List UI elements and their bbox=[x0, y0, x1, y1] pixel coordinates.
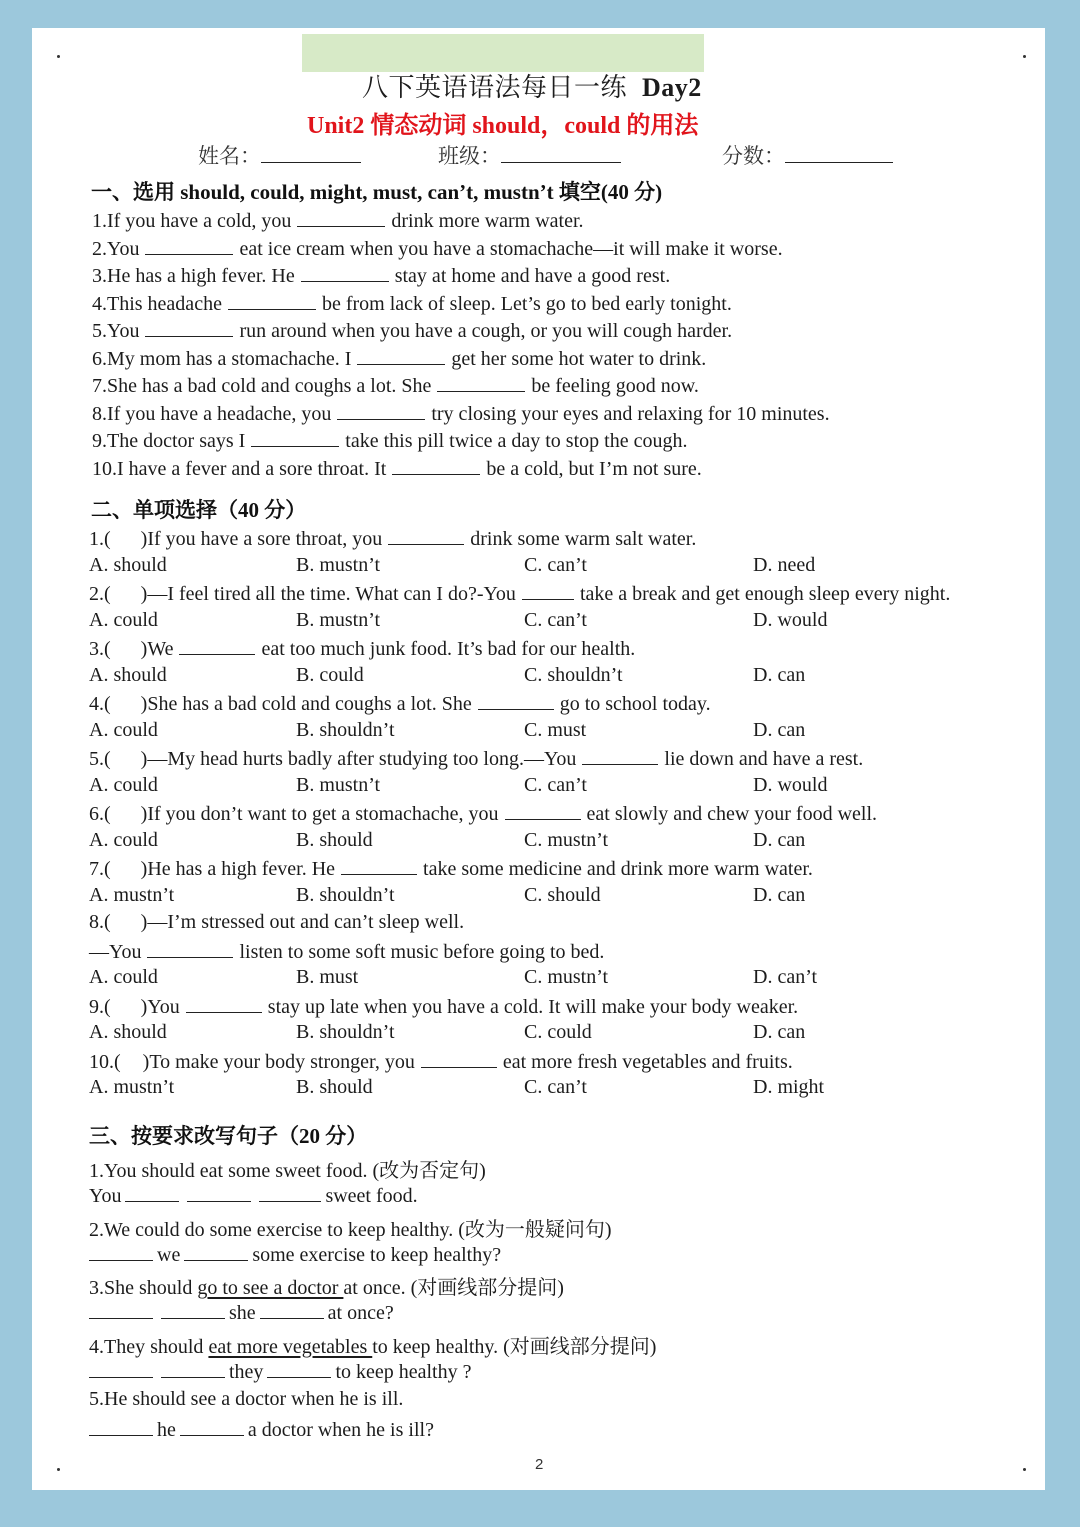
question-text: be feeling good now. bbox=[531, 375, 699, 397]
choice-option[interactable]: D. can bbox=[753, 718, 806, 741]
question-text: 1.If you have a cold, you bbox=[92, 210, 292, 232]
choice-question bbox=[89, 746, 863, 771]
choice-option[interactable]: B. shouldn’t bbox=[296, 1021, 395, 1043]
section2-heading: 二、单项选择（40 分） bbox=[91, 498, 307, 522]
answer-blank[interactable] bbox=[89, 1300, 153, 1319]
section1-heading: 一、选用 should, could, might, must, can’t, mustn’t 填空(40 分) bbox=[91, 180, 663, 204]
rewrite-answer-line bbox=[89, 1300, 394, 1325]
answer-blank[interactable] bbox=[147, 939, 233, 958]
choice-option[interactable]: A. should bbox=[89, 1021, 167, 1043]
question-number: 1.( bbox=[89, 528, 111, 550]
answer-blank[interactable] bbox=[180, 1417, 244, 1436]
question-text: 5.He should see a doctor when he is ill. bbox=[89, 1388, 404, 1410]
answer-text: You bbox=[89, 1185, 122, 1207]
section3-heading: 三、按要求改写句子（20 分） bbox=[89, 1124, 368, 1148]
name-blank[interactable] bbox=[261, 161, 361, 163]
answer-blank[interactable] bbox=[228, 291, 316, 310]
answer-text: a doctor when he is ill? bbox=[247, 1419, 434, 1441]
question-number: 8.( bbox=[89, 911, 111, 933]
class-label: 班级： bbox=[438, 144, 501, 168]
choice-question bbox=[89, 636, 635, 661]
question-text: )You bbox=[140, 995, 180, 1018]
question-text: stay at home and have a good rest. bbox=[394, 265, 671, 287]
rewrite-question bbox=[89, 1213, 612, 1242]
choice-option[interactable]: B. shouldn’t bbox=[296, 718, 395, 741]
answer-blank[interactable] bbox=[260, 1300, 324, 1319]
answer-blank[interactable] bbox=[259, 1183, 321, 1202]
choice-option[interactable]: A. could bbox=[89, 608, 158, 631]
fill-question bbox=[92, 428, 687, 453]
rewrite-answer-line bbox=[89, 1359, 472, 1384]
question-text: drink some warm salt water. bbox=[470, 528, 697, 550]
question-text: listen to some soft music before going to bed. bbox=[239, 940, 605, 963]
question-text: try closing your eyes and relaxing for 10 minutes. bbox=[431, 402, 830, 425]
question-text: take this pill twice a day to stop the cough. bbox=[345, 430, 688, 452]
question-text: 2.We could do some exercise to keep healthy. (改为一般疑问句) bbox=[89, 1218, 612, 1241]
choice-option[interactable]: B. could bbox=[296, 663, 364, 686]
answer-blank[interactable] bbox=[392, 456, 480, 475]
question-number: 7.( bbox=[89, 858, 111, 880]
answer-blank[interactable] bbox=[478, 691, 554, 710]
question-text: drink more warm water. bbox=[391, 210, 584, 232]
choice-question bbox=[89, 994, 798, 1019]
choice-option[interactable]: D. can bbox=[753, 663, 806, 686]
question-text: )She has a bad cold and coughs a lot. She bbox=[140, 693, 472, 715]
choice-option[interactable]: B. mustn’t bbox=[296, 553, 381, 576]
choice-option[interactable]: A. could bbox=[89, 718, 158, 741]
score-blank[interactable] bbox=[785, 161, 893, 163]
answer-blank[interactable] bbox=[89, 1417, 153, 1436]
choice-option[interactable]: C. can’t bbox=[524, 608, 587, 631]
choice-option[interactable]: B. mustn’t bbox=[296, 608, 381, 631]
choice-option[interactable]: B. should bbox=[296, 1076, 373, 1098]
fill-question bbox=[92, 291, 732, 316]
answer-blank[interactable] bbox=[341, 856, 417, 875]
rewrite-answer-line bbox=[89, 1242, 501, 1267]
question-text: at once. (对画线部分提问) bbox=[343, 1277, 564, 1299]
question-text: )—I’m stressed out and can’t sleep well. bbox=[140, 911, 465, 933]
question-text: )He has a high fever. He bbox=[140, 858, 336, 880]
answer-blank[interactable] bbox=[179, 636, 255, 655]
question-text: )To make your body stronger, you bbox=[142, 1050, 415, 1073]
choice-question bbox=[89, 526, 696, 551]
answer-blank[interactable] bbox=[145, 236, 233, 255]
fill-question bbox=[92, 208, 584, 233]
corner-dot bbox=[57, 1468, 60, 1471]
question-number: 9.( bbox=[89, 995, 111, 1018]
choice-option[interactable]: C. mustn’t bbox=[524, 966, 609, 988]
answer-blank[interactable] bbox=[187, 1183, 251, 1202]
rewrite-question bbox=[89, 1154, 486, 1183]
answer-blank[interactable] bbox=[421, 1049, 497, 1068]
answer-text: we bbox=[157, 1243, 181, 1266]
underlined-part: go to see a doctor bbox=[197, 1277, 344, 1299]
question-number: 5.( bbox=[89, 748, 111, 770]
answer-blank[interactable] bbox=[125, 1183, 179, 1202]
question-number: 10.( bbox=[89, 1050, 121, 1073]
answer-blank[interactable] bbox=[437, 373, 525, 392]
choice-option[interactable]: A. could bbox=[89, 828, 158, 851]
choice-question-cont bbox=[89, 939, 604, 964]
choice-option[interactable]: C. can’t bbox=[524, 1076, 587, 1098]
choice-option[interactable]: D. can bbox=[753, 1021, 806, 1043]
question-text: 8.If you have a headache, you bbox=[92, 402, 332, 425]
fill-question bbox=[92, 456, 702, 481]
corner-dot bbox=[1023, 1468, 1026, 1471]
choice-question bbox=[89, 1049, 793, 1074]
choice-option[interactable]: A. should bbox=[89, 663, 167, 686]
choice-question bbox=[89, 801, 877, 826]
question-text: eat slowly and chew your food well. bbox=[586, 803, 878, 825]
choice-question bbox=[89, 911, 464, 934]
answer-blank[interactable] bbox=[582, 746, 658, 765]
choice-option[interactable]: C. mustn’t bbox=[524, 828, 609, 851]
question-text: to keep healthy. (对画线部分提问) bbox=[372, 1335, 657, 1358]
answer-blank[interactable] bbox=[505, 801, 581, 820]
corner-dot bbox=[1023, 55, 1026, 58]
choice-option[interactable]: C. can’t bbox=[524, 553, 587, 576]
name-label: 姓名： bbox=[198, 144, 261, 168]
question-text: 2.You bbox=[92, 237, 140, 260]
choice-option[interactable]: B. mustn’t bbox=[296, 773, 381, 796]
fill-question bbox=[92, 318, 732, 343]
underlined-part: eat more vegetables bbox=[208, 1335, 373, 1358]
answer-text: sweet food. bbox=[325, 1185, 418, 1207]
fill-question bbox=[92, 401, 830, 426]
question-text: 6.My mom has a stomachache. I bbox=[92, 347, 352, 370]
choice-option[interactable]: C. must bbox=[524, 718, 587, 741]
answer-blank[interactable] bbox=[388, 526, 464, 545]
choice-option[interactable]: D. need bbox=[753, 553, 816, 576]
fill-question bbox=[92, 263, 670, 288]
question-text: take some medicine and drink more warm water. bbox=[423, 858, 813, 880]
choice-option[interactable]: D. might bbox=[753, 1076, 825, 1098]
answer-blank[interactable] bbox=[184, 1242, 248, 1261]
fill-question bbox=[92, 373, 699, 398]
answer-text: some exercise to keep healthy? bbox=[252, 1243, 502, 1266]
choice-option[interactable]: A. could bbox=[89, 966, 158, 988]
question-text: eat ice cream when you have a stomachache—it will make it worse. bbox=[239, 237, 783, 260]
answer-text: he bbox=[157, 1419, 176, 1441]
question-text: 7.She has a bad cold and coughs a lot. She bbox=[92, 375, 432, 397]
choice-option[interactable]: D. would bbox=[753, 773, 828, 796]
question-text: )If you don’t want to get a stomachache, you bbox=[140, 803, 499, 825]
choice-question bbox=[89, 691, 711, 716]
question-number: 4.( bbox=[89, 693, 111, 715]
answer-blank[interactable] bbox=[161, 1359, 225, 1378]
page-number: 2 bbox=[535, 1456, 544, 1473]
choice-option[interactable]: C. can’t bbox=[524, 773, 587, 796]
choice-option[interactable]: C. should bbox=[524, 883, 601, 906]
question-number: 3.( bbox=[89, 638, 111, 660]
answer-blank[interactable] bbox=[337, 401, 425, 420]
question-text: be from lack of sleep. Let’s go to bed early tonight. bbox=[321, 292, 732, 315]
fill-question bbox=[92, 236, 783, 261]
answer-blank[interactable] bbox=[267, 1359, 331, 1378]
question-text: be a cold, but I’m not sure. bbox=[486, 457, 702, 480]
answer-blank[interactable] bbox=[297, 208, 385, 227]
choice-question bbox=[89, 581, 950, 606]
title-text: 八下英语语法每日一练 bbox=[362, 73, 628, 102]
question-text: run around when you have a cough, or you will cough harder. bbox=[239, 320, 733, 342]
rewrite-question bbox=[89, 1271, 564, 1300]
rewrite-answer-line bbox=[89, 1417, 434, 1442]
question-text: 4.They should bbox=[89, 1335, 209, 1358]
choice-option[interactable]: A. should bbox=[89, 553, 167, 576]
question-text: eat too much junk food. It’s bad for our health. bbox=[261, 638, 636, 660]
class-field bbox=[438, 140, 621, 170]
question-text: 10.I have a fever and a sore throat. It bbox=[92, 457, 387, 480]
question-text: )—I feel tired all the time. What can I do?-You bbox=[140, 583, 516, 605]
rewrite-answer-line bbox=[89, 1183, 418, 1208]
answer-blank[interactable] bbox=[89, 1359, 153, 1378]
question-text: 5.You bbox=[92, 320, 140, 342]
choice-option[interactable]: A. mustn’t bbox=[89, 883, 175, 906]
choice-option[interactable]: C. could bbox=[524, 1021, 592, 1043]
question-text: 3.She should bbox=[89, 1277, 198, 1299]
answer-blank[interactable] bbox=[89, 1242, 153, 1261]
question-text: 1.You should eat some sweet food. (改为否定句) bbox=[89, 1160, 486, 1182]
question-text: lie down and have a rest. bbox=[664, 748, 864, 770]
question-number: 6.( bbox=[89, 803, 111, 825]
answer-text: to keep healthy ? bbox=[335, 1360, 472, 1383]
choice-option[interactable]: D. can bbox=[753, 828, 806, 851]
answer-blank[interactable] bbox=[186, 994, 262, 1013]
class-blank[interactable] bbox=[501, 161, 621, 163]
choice-option[interactable]: A. could bbox=[89, 773, 158, 796]
question-text: 3.He has a high fever. He bbox=[92, 265, 295, 287]
question-text: )If you have a sore throat, you bbox=[140, 528, 383, 550]
answer-blank[interactable] bbox=[161, 1300, 225, 1319]
question-number: 2.( bbox=[89, 583, 111, 605]
answer-blank[interactable] bbox=[357, 346, 445, 365]
choice-question bbox=[89, 856, 813, 881]
choice-option[interactable]: B. shouldn’t bbox=[296, 883, 395, 906]
answer-text: at once? bbox=[327, 1302, 394, 1324]
answer-blank[interactable] bbox=[522, 581, 574, 600]
question-text: 4.This headache bbox=[92, 292, 222, 315]
score-field bbox=[722, 140, 893, 170]
choice-option[interactable]: D. would bbox=[753, 608, 828, 631]
answer-text: they bbox=[229, 1360, 264, 1383]
choice-option[interactable]: D. can’t bbox=[753, 966, 818, 988]
question-text: stay up late when you have a cold. It will make your body weaker. bbox=[267, 995, 799, 1018]
choice-option[interactable]: B. should bbox=[296, 828, 373, 851]
rewrite-question bbox=[89, 1388, 403, 1411]
question-text: take a break and get enough sleep every night. bbox=[579, 583, 951, 605]
question-text: get her some hot water to drink. bbox=[451, 347, 707, 370]
choice-option[interactable]: C. shouldn’t bbox=[524, 663, 623, 686]
name-field bbox=[198, 140, 361, 170]
answer-text: she bbox=[229, 1302, 256, 1324]
choice-option[interactable]: A. mustn’t bbox=[89, 1076, 175, 1098]
choice-option[interactable]: D. can bbox=[753, 883, 806, 906]
page-subtitle: Unit2 情态动词 should，could 的用法 bbox=[307, 113, 699, 139]
choice-option[interactable]: B. must bbox=[296, 966, 359, 988]
question-text: )—My head hurts badly after studying too long.—You bbox=[140, 748, 577, 770]
title-day: Day2 bbox=[642, 73, 702, 102]
question-text: )We bbox=[140, 638, 174, 660]
answer-blank[interactable] bbox=[301, 263, 389, 282]
corner-dot bbox=[57, 55, 60, 58]
question-text: —You bbox=[89, 940, 142, 963]
answer-blank[interactable] bbox=[145, 318, 233, 337]
answer-blank[interactable] bbox=[251, 428, 339, 447]
question-text: eat more fresh vegetables and fruits. bbox=[502, 1050, 793, 1073]
question-text: 9.The doctor says I bbox=[92, 430, 246, 452]
score-label: 分数： bbox=[722, 144, 785, 168]
rewrite-question bbox=[89, 1330, 656, 1359]
page-title bbox=[362, 67, 702, 104]
fill-question bbox=[92, 346, 706, 371]
question-text: go to school today. bbox=[559, 693, 711, 715]
